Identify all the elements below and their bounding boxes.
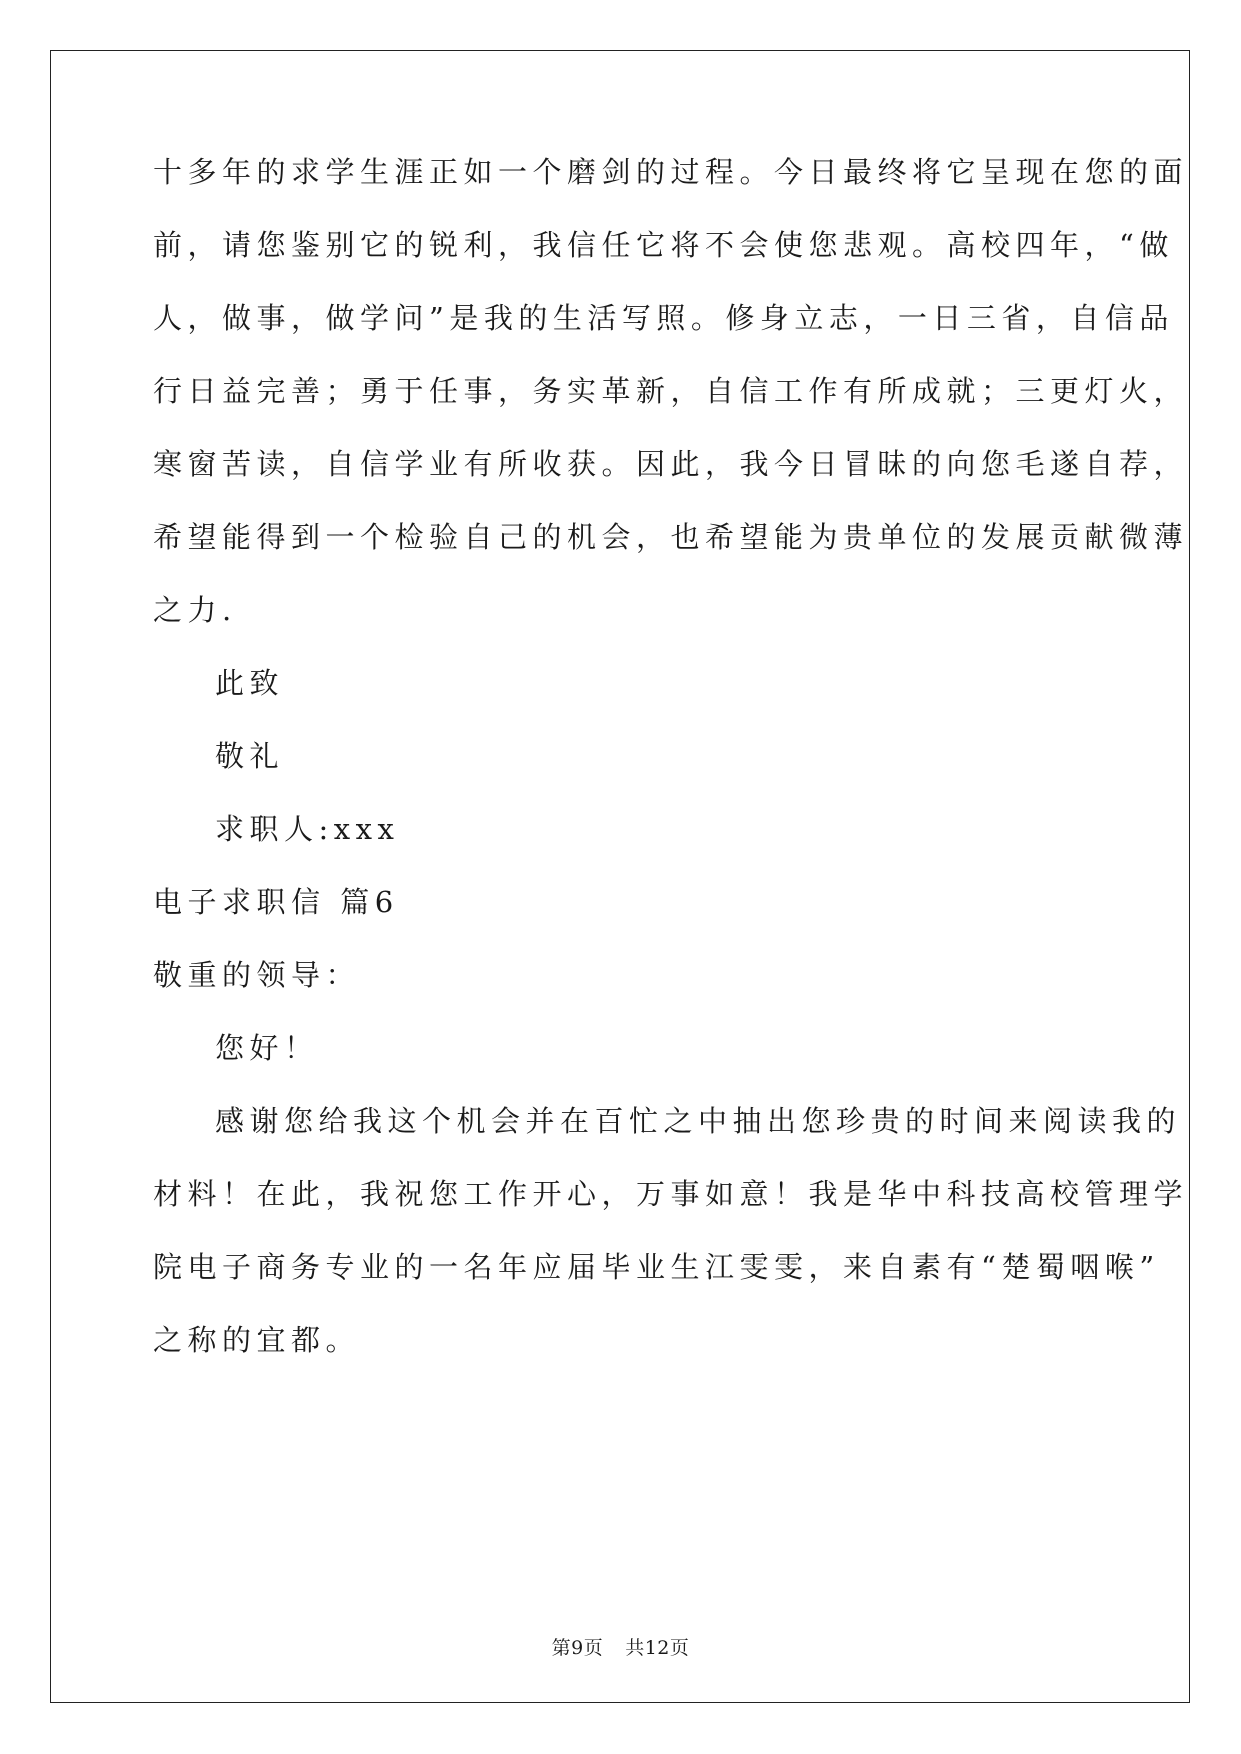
page-footer bbox=[0, 1633, 1241, 1660]
closing-salutation-1: 此致 bbox=[215, 666, 285, 700]
paragraph-line: 前，请您鉴别它的锐利，我信任它将不会使您悲观。高校四年，“做 bbox=[153, 228, 1174, 262]
section-heading: 电子求职信 篇6 bbox=[153, 885, 399, 919]
paragraph-line: 之力. bbox=[153, 593, 237, 627]
letter-body-line: 院电子商务专业的一名年应届毕业生江雯雯，来自素有“楚蜀咽喉” bbox=[153, 1250, 1160, 1284]
page-total: 共12页 bbox=[625, 1637, 690, 1659]
letter-body-line: 之称的宜都。 bbox=[153, 1323, 361, 1357]
page-number: 第9页 bbox=[551, 1637, 604, 1659]
greeting: 您好！ bbox=[215, 1031, 319, 1065]
paragraph-line: 行日益完善；勇于任事，务实革新，自信工作有所成就；三更灯火， bbox=[153, 374, 1189, 408]
letter-body-line: 感谢您给我这个机会并在百忙之中抽出您珍贵的时间来阅读我的 bbox=[215, 1104, 1182, 1138]
closing-salutation-2: 敬礼 bbox=[215, 739, 285, 773]
paragraph-line: 十多年的求学生涯正如一个磨剑的过程。今日最终将它呈现在您的面 bbox=[153, 155, 1189, 189]
paragraph-line: 寒窗苦读，自信学业有所收获。因此，我今日冒昧的向您毛遂自荐， bbox=[153, 447, 1189, 481]
paragraph-line: 人，做事，做学问”是我的生活写照。修身立志，一日三省，自信品 bbox=[153, 301, 1174, 335]
addressee: 敬重的领导： bbox=[153, 958, 361, 992]
signature: 求职人:xxx bbox=[215, 812, 400, 846]
letter-body-line: 材料！在此，我祝您工作开心，万事如意！我是华中科技高校管理学 bbox=[153, 1177, 1189, 1211]
paragraph-line: 希望能得到一个检验自己的机会，也希望能为贵单位的发展贡献微薄 bbox=[153, 520, 1189, 554]
